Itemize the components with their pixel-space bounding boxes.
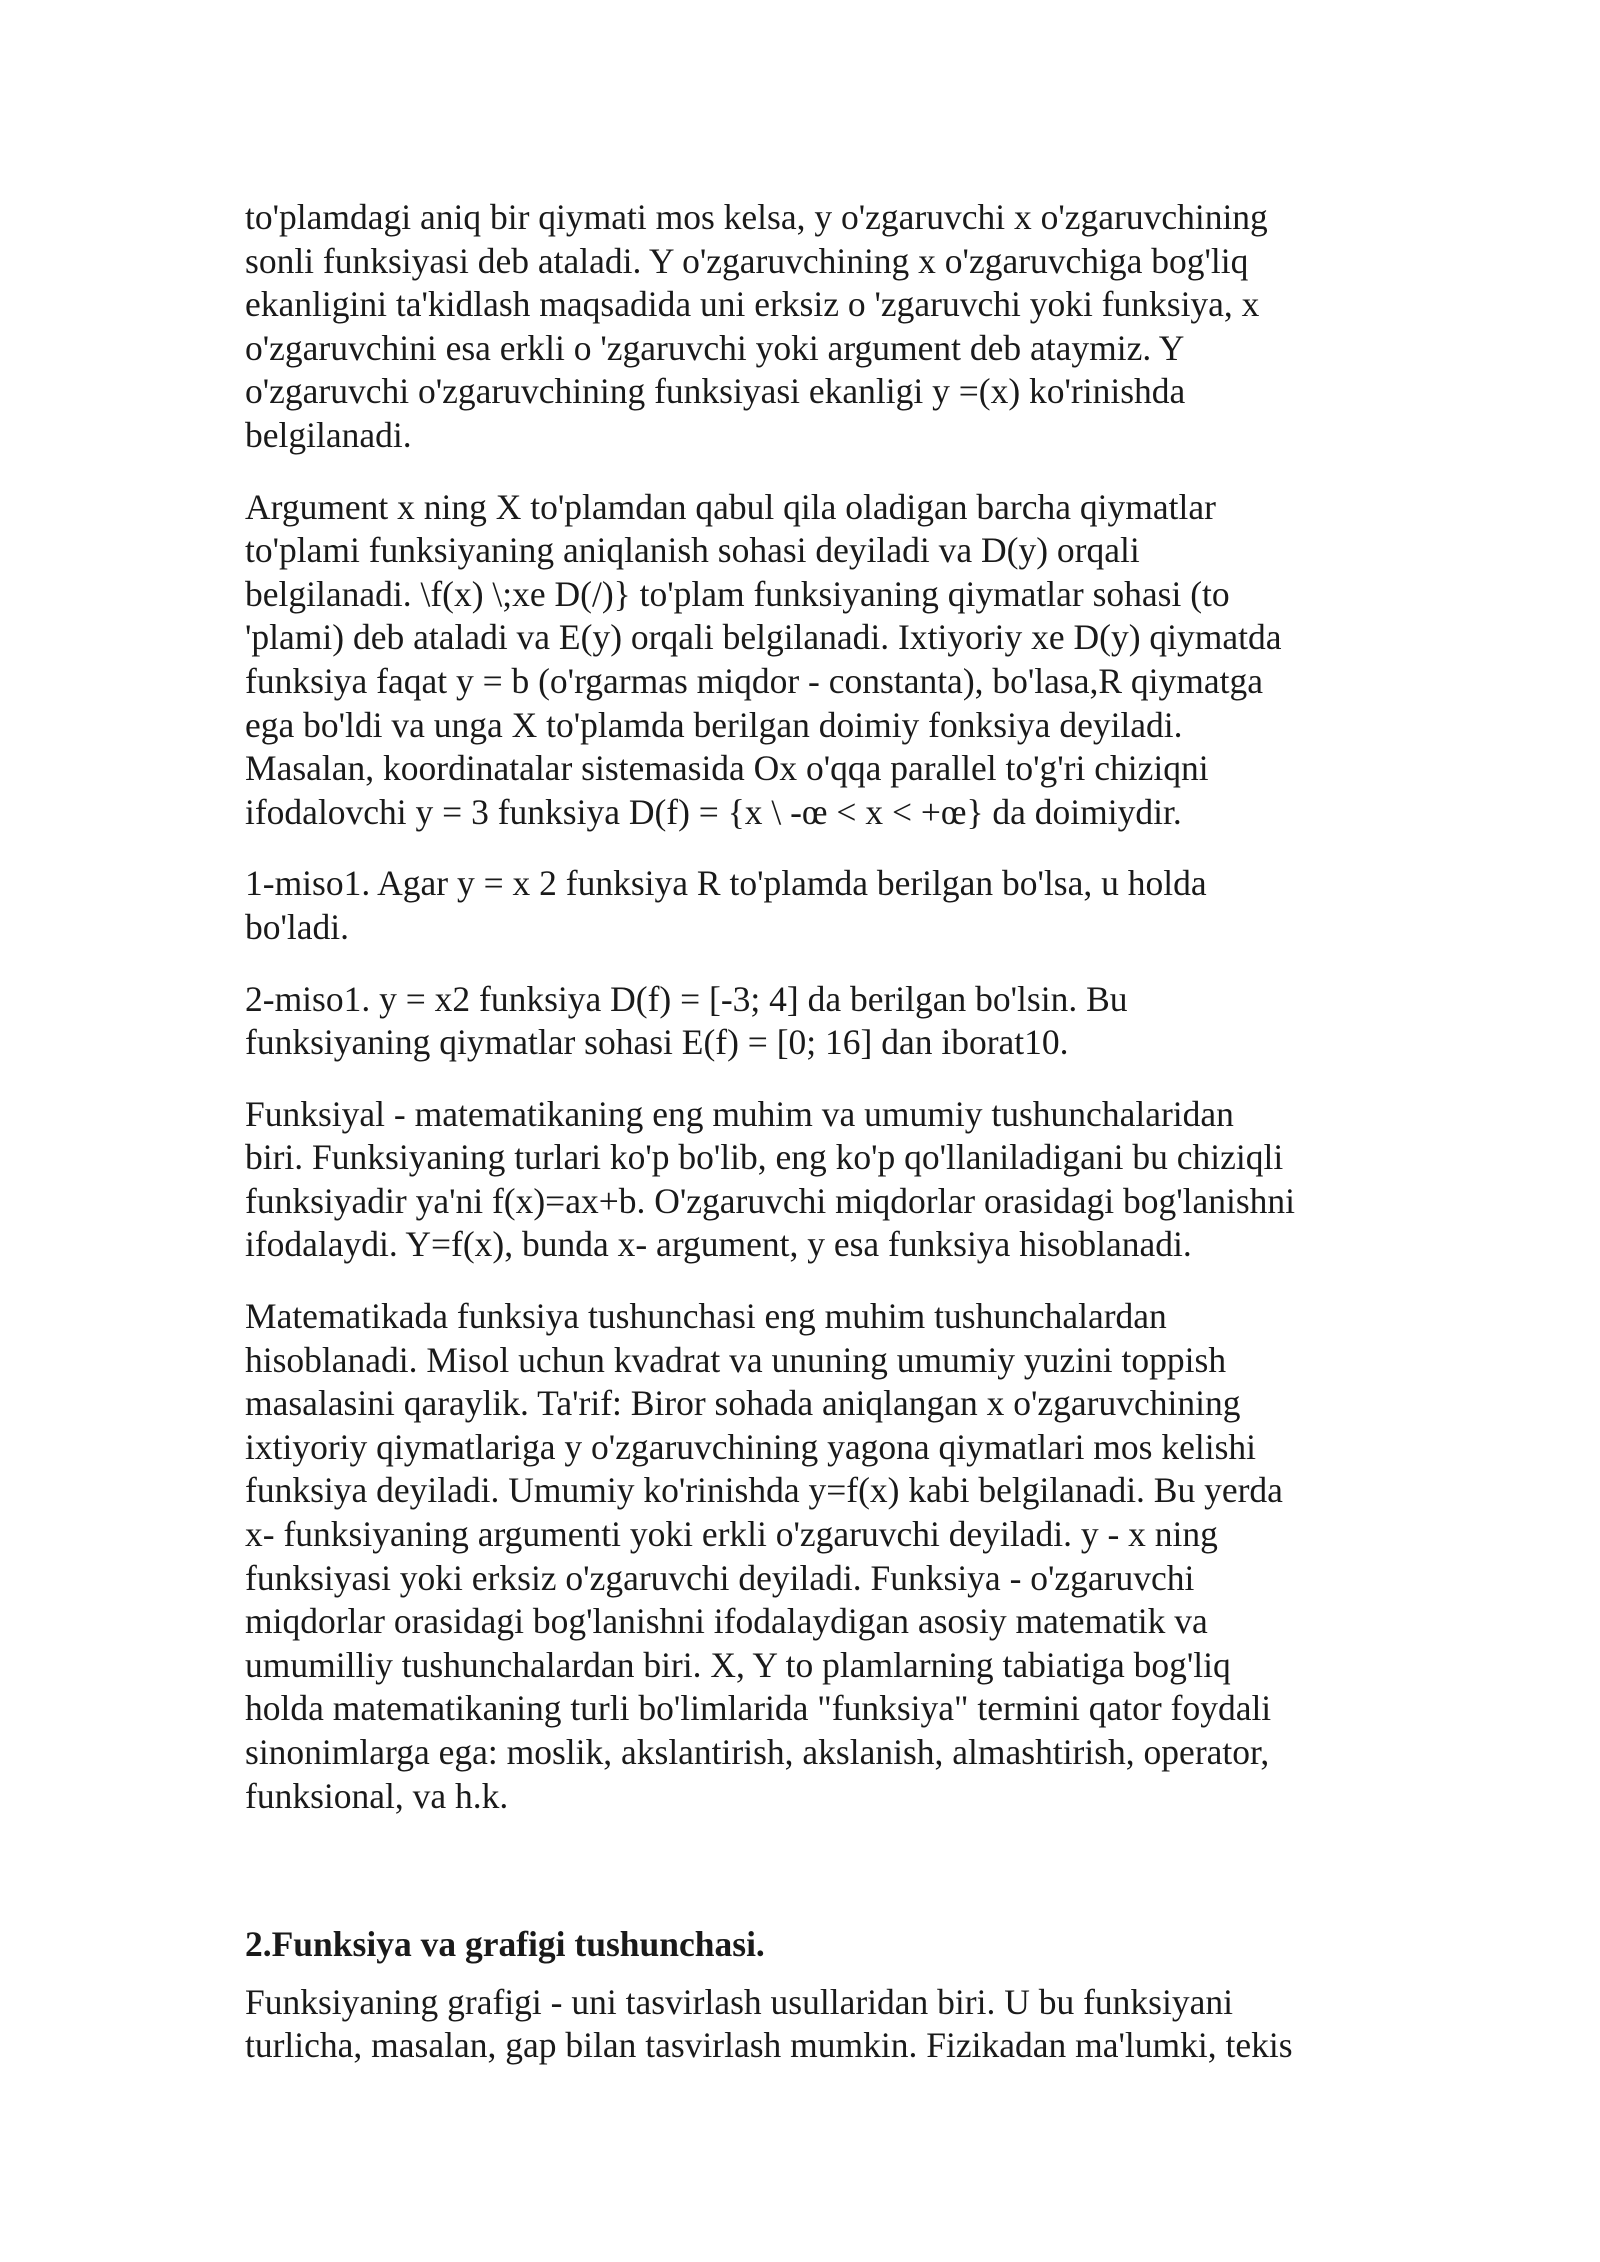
document-page (245, 196, 1375, 2096)
text-line: to'plami funksiyaning aniqlanish sohasi deyiladi va D(y) orqali (245, 530, 1140, 571)
text-line: ifodalaydi. Y=f(x), bunda x- argument, y esa funksiya hisoblanadi. (245, 1224, 1192, 1265)
text-line: biri. Funksiyaning turlari ko'p bo'lib, eng ko'p qo'llaniladigani bu chiziqli (245, 1137, 1284, 1178)
text-line: 1-miso1. Agar y = x 2 funksiya R to'plamda berilgan bo'lsa, u holda (245, 863, 1207, 904)
text-line: Funksiyal - matematikaning eng muhim va umumiy tushunchalaridan (245, 1093, 1234, 1134)
text-line: 2-miso1. y = x2 funksiya D(f) = [-3; 4] da berilgan bo'lsin. Bu (245, 978, 1128, 1019)
text-line: Argument x ning X to'plamdan qabul qila oladigan barcha qiymatlar (245, 486, 1216, 527)
final-paragraph (245, 1981, 1375, 2068)
text-line: belgilanadi. (245, 414, 412, 455)
text-line: belgilanadi. \f(x) \;xe D(/)} to'plam funksiyaning qiymatlar sohasi (to (245, 573, 1230, 614)
text-line: hisoblanadi. Misol uchun kvadrat va ununing umumiy yuzini toppish (245, 1339, 1227, 1380)
text-line: sonli funksiyasi deb ataladi. Y o'zgaruvchining x o'zgaruvchiga bog'liq (245, 240, 1249, 281)
text-line: turlicha, masalan, gap bilan tasvirlash mumkin. Fizikadan ma'lumki, tekis (245, 2025, 1293, 2066)
text-line: Funksiyaning grafigi - uni tasvirlash usullaridan biri. U bu funksiyani (245, 1981, 1233, 2022)
text-line: bo'ladi. (245, 906, 350, 947)
paragraph (245, 978, 1375, 1065)
text-line: o'zgaruvchi o'zgaruvchining funksiyasi ekanligi y =(x) ko'rinishda (245, 371, 1186, 412)
text-line: x- funksiyaning argumenti yoki erkli o'zgaruvchi deyiladi. y - x ning (245, 1514, 1218, 1555)
section-heading: 2.Funksiya va grafigi tushunchasi. (245, 1924, 765, 1965)
paragraph (245, 1093, 1375, 1267)
paragraph (245, 1295, 1375, 1818)
text-line: ixtiyoriy qiymatlariga y o'zgaruvchining yagona qiymatlari mos kelishi (245, 1426, 1257, 1467)
body-text (245, 196, 1375, 1818)
text-line: ifodalovchi y = 3 funksiya D(f) = {x \ -œ < x < +œ} da doimiydir. (245, 791, 1182, 832)
text-line: funksiyaning qiymatlar sohasi E(f) = [0; 16] dan iborat10. (245, 1022, 1069, 1063)
text-line: funksiya faqat y = b (o'rgarmas miqdor - constanta), bo'lasa,R qiymatga (245, 660, 1264, 701)
text-line: masalasini qaraylik. Ta'rif: Biror sohada aniqlangan x o'zgaruvchining (245, 1383, 1241, 1424)
paragraph (245, 862, 1375, 949)
text-line: Masalan, koordinatalar sistemasida Ox o'qqa parallel to'g'ri chiziqni (245, 748, 1209, 789)
paragraph (245, 196, 1375, 458)
text-line: funksional, va h.k. (245, 1775, 509, 1816)
text-line: holda matematikaning turli bo'limlarida "funksiya" termini qator foydali (245, 1688, 1272, 1729)
paragraph (245, 486, 1375, 835)
text-line: sinonimlarga ega: moslik, akslantirish, akslanish, almashtirish, operator, (245, 1732, 1270, 1772)
text-line: umumilliy tushunchalardan biri. X, Y to plamlarning tabiatiga bog'liq (245, 1644, 1231, 1685)
text-line: funksiyasi yoki erksiz o'zgaruvchi deyiladi. Funksiya - o'zgaruvchi (245, 1557, 1195, 1598)
text-line: ega bo'ldi va unga X to'plamda berilgan doimiy fonksiya deyiladi. (245, 704, 1183, 745)
text-line: funksiya deyiladi. Umumiy ko'rinishda y=f(x) kabi belgilanadi. Bu yerda (245, 1470, 1283, 1511)
text-line: ekanligini ta'kidlash maqsadida uni erksiz o 'zgaruvchi yoki funksiya, x (245, 284, 1260, 325)
text-line: miqdorlar orasidagi bog'lanishni ifodalaydigan asosiy matematik va (245, 1601, 1208, 1642)
text-line: to'plamdagi aniq bir qiymati mos kelsa, y o'zgaruvchi x o'zgaruvchining (245, 197, 1268, 237)
text-line: Matematikada funksiya tushunchasi eng muhim tushunchalardan (245, 1296, 1167, 1337)
text-line: 'plami) deb ataladi va E(y) orqali belgilanadi. Ixtiyoriy xe D(y) qiymatda (245, 617, 1282, 658)
text-line: o'zgaruvchini esa erkli o 'zgaruvchi yoki argument deb ataymiz. Y (245, 327, 1185, 368)
text-line: funksiyadir ya'ni f(x)=ax+b. O'zgaruvchi miqdorlar orasidagi bog'lanishni (245, 1180, 1296, 1221)
